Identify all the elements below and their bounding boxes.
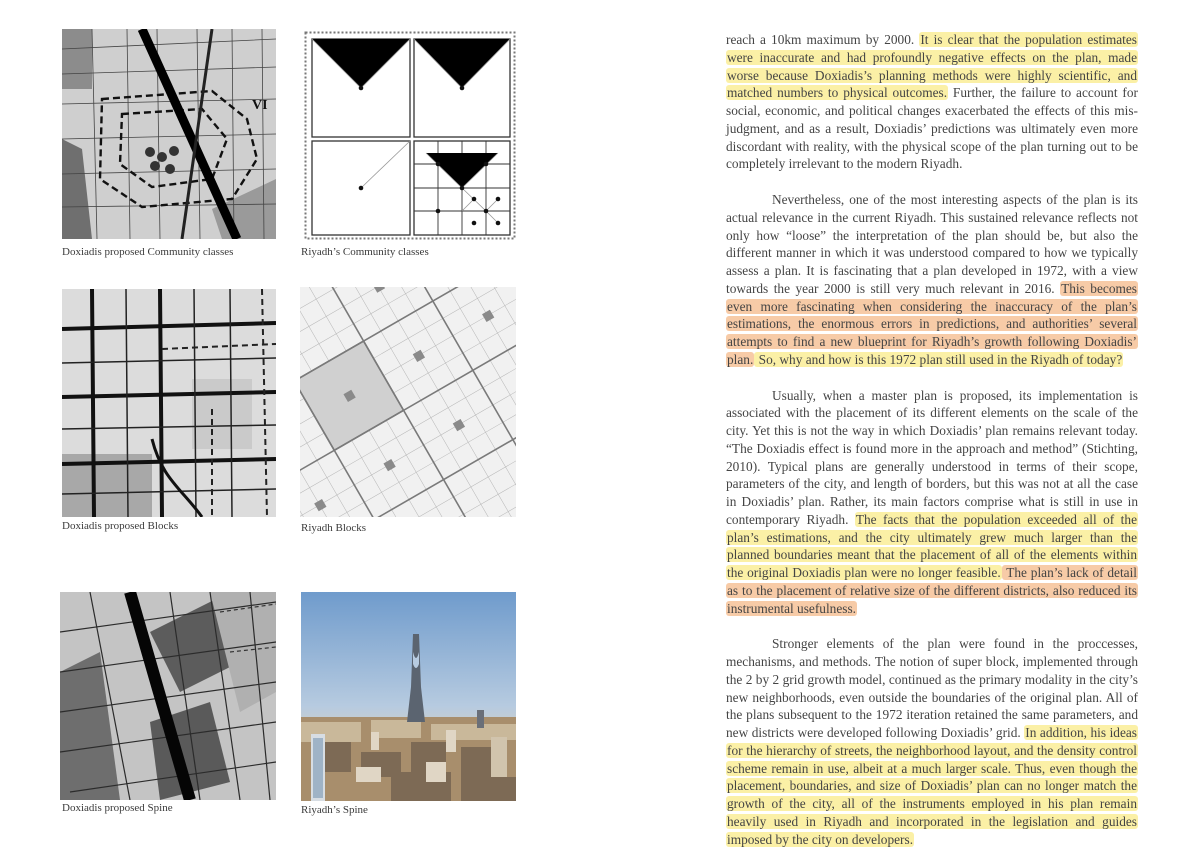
map-riyadh-blocks	[300, 287, 516, 517]
body-paragraph-4	[726, 635, 1138, 848]
caption-riyadh-blocks: Riyadh Blocks	[301, 522, 367, 534]
caption-riyadh-community-classes: Riyadh’s Community classes	[301, 246, 429, 258]
figure-doxiadis-community-classes	[62, 29, 276, 239]
figure-riyadh-spine-photo	[301, 592, 516, 801]
highlight-yellow: The facts that the population exceeded all of the plan’s estimations, and the city ultimately grew much larger than the planned boundaries meant that the placement of all of the elements within the original Doxiadis plan were no longer feasible.	[727, 511, 1137, 580]
caption-doxiadis-blocks: Doxiadis proposed Blocks	[62, 520, 179, 532]
body-paragraph-3	[726, 387, 1138, 618]
text-run: Further, the failure to account for social, economic, and political changes exacerbated the effects of this mis-judgment, and as a result, Doxiadis’ predictions was ultimately even more discordant with reality, with the physical scope of the plan turning out to be completely irrelevant to the modern Riyadh.	[726, 85, 1138, 172]
caption-doxiadis-community-classes: Doxiadis proposed Community classes	[62, 246, 234, 258]
map-label-vi: VI	[252, 98, 268, 113]
highlight-orange: This becomes even more fascinating when considering the inaccuracy of the plan’s estimations, the enormous errors in predictions, and authorities’ several attempts to find a new blueprint for Riyadh’s growth following Doxiadis’ plan.	[727, 280, 1137, 367]
body-paragraph-1	[726, 31, 1138, 173]
highlight-yellow: In addition, his ideas for the hierarchy of streets, the neighborhood layout, and the density control scheme remain in use, albeit at a much larger scale. Thus, even though the placement, boundaries, and size of Doxiadis’ plan can no longer match the growth of the city, all of the instruments employed in his plan remain heavily used in Riyadh and incorporated in the legislation and guides imposed by the city on developers.	[727, 725, 1138, 847]
body-text-column	[726, 31, 1138, 848]
caption-doxiadis-spine: Doxiadis proposed Spine	[62, 802, 173, 814]
text-run: Stronger elements of the plan were found in the proccesses, mechanisms, and methods. The notion of super block, implemented through the 2 by 2 grid growth model, continued as the primary modality in the city’s new neighborhoods, even outside the boundaries of the original plan. All of the plans subsequent to the 1972 iteration retained the same parameters, and new districts were developed following Doxiadis’ grid.	[726, 636, 1138, 740]
body-paragraph-2	[726, 191, 1138, 369]
figure-doxiadis-spine	[60, 592, 276, 800]
highlight-yellow: So, why and how is this 1972 plan still used in the Riyadh of today?	[755, 351, 1123, 367]
map-spine	[60, 592, 276, 800]
highlight-yellow: It is clear that the population estimates were inaccurate and had profoundly negative effects on the plan, made worse because Doxiadis’s planning methods were highly scientific, and matched numbers to physical outcomes.	[727, 32, 1137, 101]
figure-riyadh-community-classes	[304, 31, 516, 240]
map-community-classes	[62, 29, 276, 239]
text-run: Usually, when a master plan is proposed, its implementation is associated with the placement of its different elements on the scale of the city. Yet this is not the way in which Doxiadis’ plan remains relevant today. “The Doxiadis effect is found more in the approach and method” (Stichting, 2010). Typical plans are generally understood in terms of their scope, parameters of the city, and length of borders, but this was not at all the case in Doxiadis’ plan. Rather, its main factors comprise what is still in use in contemporary Riyadh.	[726, 387, 1138, 527]
caption-riyadh-spine: Riyadh’s Spine	[301, 804, 368, 816]
figure-riyadh-blocks	[300, 287, 516, 517]
paragraph-gap	[726, 369, 1138, 387]
figure-doxiadis-blocks	[62, 289, 276, 517]
photo-riyadh-skyline	[301, 592, 516, 801]
diagram-community-classes	[304, 31, 516, 240]
text-run: Nevertheless, one of the most interesting aspects of the plan is its actual relevance in the current Riyadh. This sustained relevance reflects not only how “loose” the interpretation of the plan should be, but also the different manner in which it was understood compared to how we typically assess a plan. It is fascinating that a plan developed in 1972, with a view towards the year 2000 is still very much relevant in 2016.	[726, 192, 1138, 296]
map-blocks	[62, 289, 276, 517]
highlight-orange: The plan’s lack of detail as to the placement of relative size of the different districts, also reduced its instrumental usefulness.	[727, 565, 1137, 616]
paragraph-gap	[726, 617, 1138, 635]
paragraph-gap	[726, 173, 1138, 191]
text-run: reach a 10km maximum by 2000.	[726, 32, 920, 47]
